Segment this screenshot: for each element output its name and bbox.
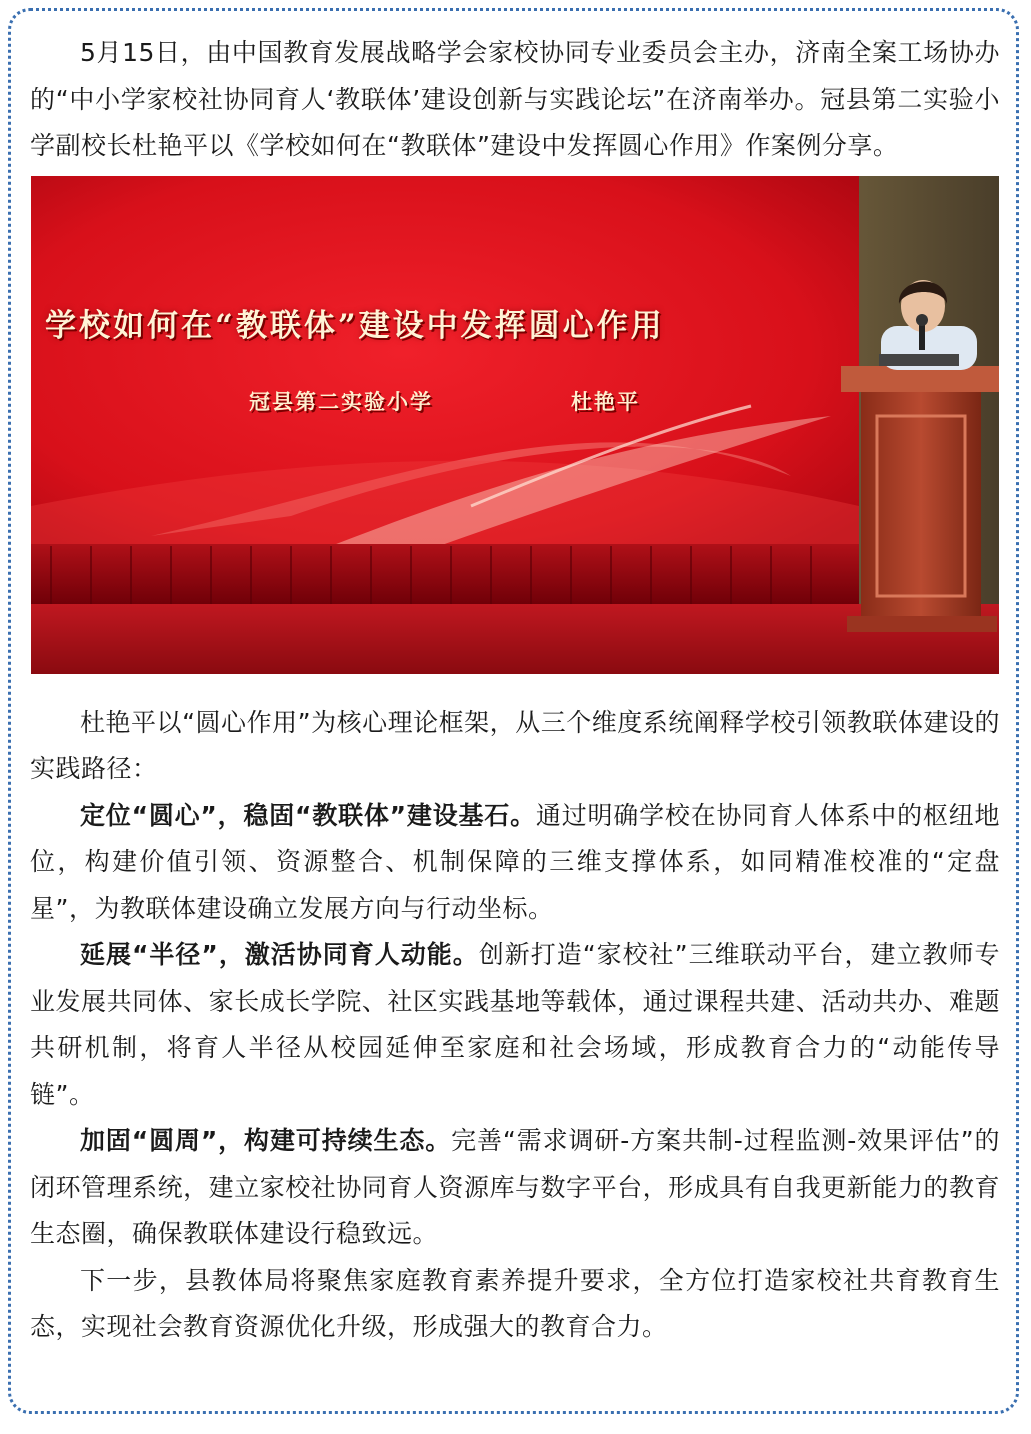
intro-paragraph: 5月15日，由中国教育发展战略学会家校协同专业委员会主办，济南全案工场协办的“中小学家校社协同育人‘教联体’建设创新与实践论坛”在济南举办。冠县第二实验小学副校长杜艳平以《学校如何在“教联体”建设中发挥圆心作用》作案例分享。 <box>30 38 1000 160</box>
event-photo <box>31 176 999 674</box>
podium <box>841 366 999 632</box>
point-one-paragraph <box>30 793 1000 933</box>
point-three-text: 完善“需求调研-方案共制-过程监测-效果评估”的闭环管理系统，建立家校社协同育人资源库与数字平台，形成具有自我更新能力的教育生态圈，确保教联体建设行稳致远。 <box>30 1126 1000 1248</box>
point-one-text: 通过明确学校在协同育人体系中的枢纽地位，构建价值引领、资源整合、机制保障的三维支撑体系，如同精准校准的“定盘星”，为教联体建设确立发展方向与行动坐标。 <box>30 800 1000 923</box>
slide-speaker: 杜艳平 <box>571 388 640 414</box>
slide-title: 学校如何在“教联体”建设中发挥圆心作用 <box>45 307 665 344</box>
article-body <box>30 30 1000 1351</box>
stage-skirt <box>31 544 859 604</box>
point-three-heading: 加固“圆周”，构建可持续生态。 <box>80 1126 452 1155</box>
framework-paragraph: 杜艳平以“圆心作用”为核心理论框架，从三个维度系统阐释学校引领教联体建设的实践路径： <box>30 707 1000 783</box>
point-two-heading: 延展“半径”，激活协同育人动能。 <box>80 940 479 969</box>
slide-school: 冠县第二实验小学 <box>249 388 433 414</box>
point-three-paragraph <box>30 1118 1000 1258</box>
point-two-text: 创新打造“家校社”三维联动平台，建立教师专业发展共同体、家长成长学院、社区实践基地等载体，通过课程共建、活动共办、难题共研机制，将育人半径从校园延伸至家庭和社会场域，形成教育合力的“动能传导链”。 <box>30 940 1000 1109</box>
point-one-heading: 定位“圆心”，稳固“教联体”建设基石。 <box>80 800 536 830</box>
next-steps-paragraph: 下一步，县教体局将聚焦家庭教育素养提升要求，全方位打造家校社共育教育生态，实现社会教育资源优化升级，形成强大的教育合力。 <box>30 1265 1000 1341</box>
point-two-paragraph <box>30 932 1000 1118</box>
stage-floor <box>31 604 999 674</box>
photo-illustration <box>31 176 999 674</box>
